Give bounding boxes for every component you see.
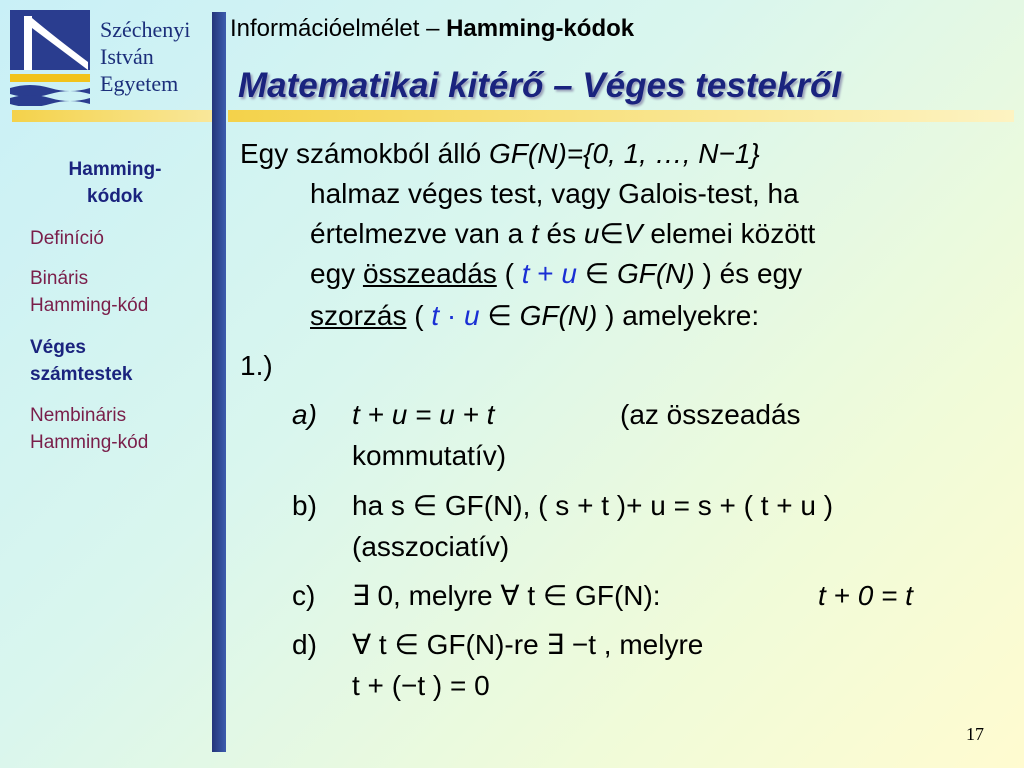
sidebar-item-hamming-kodok[interactable] — [20, 156, 210, 210]
university-logo — [10, 10, 90, 106]
item-b-line: ha s ∈ GF(N), ( s + t )+ u = s + ( t + u ) — [352, 490, 834, 521]
university-name-line1: Széchenyi — [100, 17, 191, 42]
item-b-label: b) — [292, 490, 317, 521]
header-divider-left — [12, 110, 212, 122]
item-c-formula: t + 0 = t — [818, 580, 913, 611]
item-a-note: (az összeadás — [620, 399, 801, 430]
gf-definition: GF(N)={0, 1, …, N−1} — [489, 138, 760, 169]
header-divider-right — [228, 110, 1014, 122]
item-c-label: c) — [292, 580, 316, 611]
content-line-1: Egy számokból álló GF(N)={0, 1, …, N−1} — [240, 138, 760, 169]
sidebar-item-definicio[interactable] — [30, 225, 220, 252]
sidebar-item-label: Hamming- — [68, 159, 162, 180]
item-c-line: ∃ 0, melyre ∀ t ∈ GF(N): — [352, 580, 661, 611]
item-a-formula: t + u = u + t — [352, 399, 495, 430]
item-a-label: a) — [292, 399, 317, 430]
content-line-3: értelmezve van a t és u∈V elemei között — [310, 218, 816, 249]
topic-bold: Hamming-kódok — [446, 15, 635, 42]
sidebar-item-label: számtestek — [30, 364, 133, 385]
sidebar-item-binaris[interactable] — [30, 265, 220, 319]
page-number: 17 — [966, 724, 984, 744]
item-d-line: ∀ t ∈ GF(N)-re ∃ −t , melyre — [352, 629, 704, 660]
sidebar-item-label: kódok — [87, 186, 143, 207]
sidebar-item-nembinaris[interactable] — [30, 402, 220, 456]
item-1-label: 1.) — [240, 350, 273, 381]
term-osszeadas: összeadás — [362, 258, 497, 289]
sidebar-item-label: Hamming-kód — [30, 432, 149, 453]
sidebar-item-label: Bináris — [30, 268, 89, 289]
sidebar-item-veges-szamtestek[interactable] — [30, 334, 220, 388]
item-d-label: d) — [292, 629, 317, 660]
sidebar-item-label: Definíció — [30, 228, 104, 249]
item-b-note: (asszociatív) — [352, 531, 510, 562]
sidebar-item-label: Hamming-kód — [30, 295, 149, 316]
item-d-formula: t + (−t ) = 0 — [352, 670, 490, 701]
term-szorzas: szorzás — [310, 300, 407, 331]
university-name-line2: István — [100, 44, 154, 69]
item-a-note2: kommutatív) — [352, 440, 507, 471]
topic-plain: Információelmélet – — [230, 15, 447, 42]
content-line-4: egy összeadás ( t + u ∈ GF(N) ) és egy — [310, 258, 803, 289]
topic-header — [230, 15, 634, 43]
sidebar-item-label: Véges — [30, 337, 86, 358]
sidebar-item-label: Nembináris — [30, 405, 127, 426]
university-name-line3: Egyetem — [100, 71, 179, 96]
content-line-5: szorzás ( t · u ∈ GF(N) ) amelyekre: — [310, 300, 760, 331]
content-line-2: halmaz véges test, vagy Galois-test, ha — [310, 178, 799, 209]
slide-title: Matematikai kitérő – Véges testekről — [238, 66, 842, 105]
